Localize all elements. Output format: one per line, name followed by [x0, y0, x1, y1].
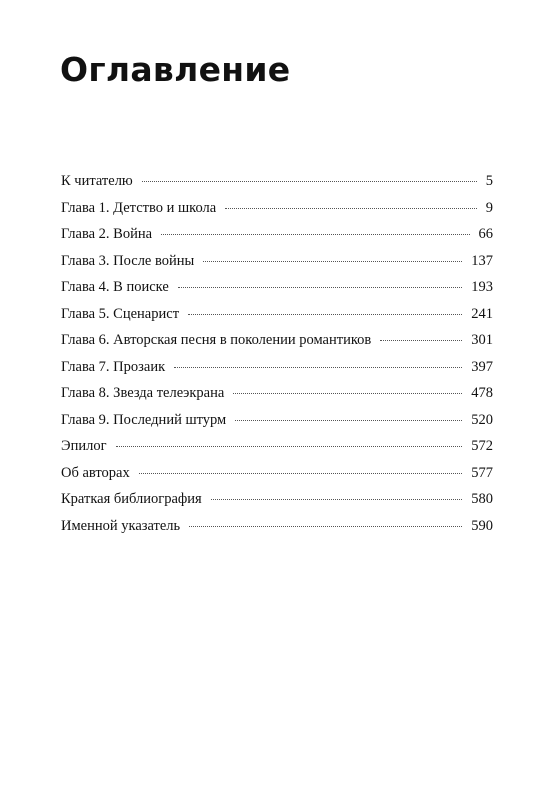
toc-entry-title: Глава 3. После войны	[61, 252, 195, 269]
dot-leader	[380, 339, 462, 341]
toc-entry	[61, 513, 493, 540]
dot-leader	[189, 525, 462, 527]
toc-entry	[61, 380, 493, 407]
toc-entry-title: Краткая библиография	[61, 491, 202, 507]
page-title: Оглавление	[60, 50, 291, 89]
toc-entry	[61, 301, 493, 328]
dot-leader	[211, 498, 463, 500]
dot-leader	[139, 472, 463, 474]
toc-entry	[61, 407, 493, 434]
toc-entry	[61, 354, 493, 381]
toc-entry-page: 572	[471, 438, 493, 454]
toc-entry-title: Глава 1. Детство и школа	[61, 199, 217, 216]
toc-entry-page: 397	[471, 358, 493, 375]
toc-entry-page: 580	[471, 491, 493, 507]
toc-entry	[61, 195, 493, 222]
toc-entry	[61, 168, 493, 195]
dot-leader	[225, 207, 477, 209]
toc-entry-page: 520	[471, 411, 493, 428]
toc-entry-page: 193	[471, 279, 493, 295]
toc-entry-page: 137	[471, 252, 493, 269]
toc-entry-page: 5	[485, 173, 493, 189]
toc-entry	[61, 274, 493, 301]
toc-entry	[61, 221, 493, 248]
toc-entry	[61, 433, 493, 460]
toc-entry-page: 66	[478, 226, 493, 242]
toc-entry-title: Глава 5. Сценарист	[61, 305, 180, 322]
toc-entry	[61, 327, 493, 354]
toc-entry-page: 301	[471, 332, 493, 348]
dot-leader	[233, 392, 462, 394]
toc-entry-title: Глава 2. Война	[61, 226, 153, 242]
dot-leader	[178, 286, 462, 288]
toc-entry-title: К читателю	[61, 173, 133, 189]
toc-entry	[61, 486, 493, 513]
dot-leader	[188, 313, 462, 315]
toc-entry-title: Глава 7. Прозаик	[61, 358, 166, 375]
toc-entry-title: Глава 8. Звезда телеэкрана	[61, 385, 225, 401]
dot-leader	[161, 233, 469, 235]
dot-leader	[116, 445, 463, 447]
toc-entry-page: 478	[471, 385, 493, 401]
dot-leader	[174, 366, 462, 368]
dot-leader	[203, 260, 462, 262]
toc-entry-title: Об авторах	[61, 464, 130, 481]
toc-entry-title: Глава 9. Последний штурм	[61, 411, 227, 428]
dot-leader	[142, 180, 477, 182]
dot-leader	[235, 419, 462, 421]
toc-entry-title: Эпилог	[61, 438, 107, 454]
toc-entry-page: 577	[471, 464, 493, 481]
toc-entry-page: 590	[471, 517, 493, 534]
toc-entry	[61, 248, 493, 275]
toc-entry-page: 9	[485, 199, 493, 216]
table-of-contents	[61, 168, 493, 539]
toc-entry-title: Именной указатель	[61, 517, 181, 534]
toc-entry-title: Глава 6. Авторская песня в поколении романтиков	[61, 332, 372, 348]
toc-entry	[61, 460, 493, 487]
toc-entry-page: 241	[471, 305, 493, 322]
toc-entry-title: Глава 4. В поиске	[61, 279, 169, 295]
